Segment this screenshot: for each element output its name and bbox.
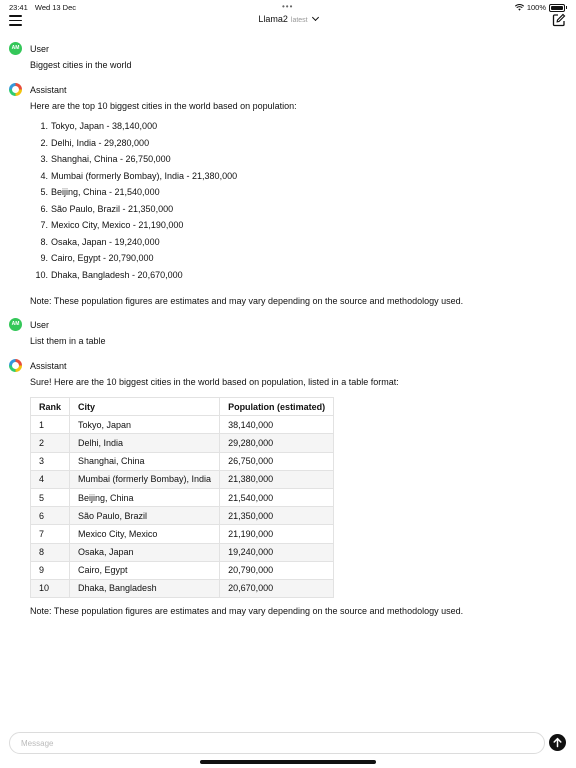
list-item: 4. Mumbai (formerly Bombay), India - 21,380,000 xyxy=(40,170,238,181)
new-chat-icon[interactable] xyxy=(552,13,566,27)
message-intro: Here are the top 10 biggest cities in the world based on population: xyxy=(30,101,297,111)
table-row: 6 São Paulo, Brazil 21,350,000 xyxy=(31,507,334,525)
sender-name: User xyxy=(30,319,50,330)
list-item: 8. Osaka, Japan - 19,240,000 xyxy=(40,236,160,247)
table-row: 10 Dhaka, Bangladesh 20,670,000 xyxy=(31,579,334,597)
user-avatar: AM xyxy=(9,42,22,55)
table-row: 8 Osaka, Japan 19,240,000 xyxy=(31,543,334,561)
user-avatar: AM xyxy=(9,318,22,331)
send-button[interactable] xyxy=(549,734,566,751)
message-header xyxy=(9,42,49,55)
message-note: Note: These population figures are estimates and may vary depending on the source and methodology used. xyxy=(30,606,464,616)
list-item: 7. Mexico City, Mexico - 21,190,000 xyxy=(40,220,184,230)
column-header-city: City xyxy=(70,398,220,416)
battery-icon xyxy=(549,4,565,12)
status-time: 23:41 xyxy=(9,3,28,12)
city-table xyxy=(30,397,334,598)
status-left xyxy=(9,3,81,12)
message-header xyxy=(9,83,67,96)
home-indicator[interactable] xyxy=(200,760,376,764)
sender-name: User xyxy=(30,43,50,54)
chevron-down-icon xyxy=(312,14,319,21)
top-bar xyxy=(0,12,576,30)
multitasking-dots-icon[interactable]: ••• xyxy=(282,2,294,11)
message-text: List them in a table xyxy=(30,336,106,346)
list-item: 2. Delhi, India - 29,280,000 xyxy=(40,137,150,148)
table-row: 5 Beijing, China 21,540,000 xyxy=(31,488,334,506)
sender-name: Assistant xyxy=(30,360,67,371)
battery-tip xyxy=(566,6,567,9)
arrow-up-icon xyxy=(549,734,566,751)
message-header xyxy=(9,318,49,331)
status-date: Wed 13 Dec xyxy=(34,3,77,12)
assistant-avatar xyxy=(9,83,22,96)
list-item: 3. Shanghai, China - 26,750,000 xyxy=(40,154,171,164)
table-row: 9 Cairo, Egypt 20,790,000 xyxy=(31,561,334,579)
table-header-row xyxy=(31,398,334,416)
message-intro: Sure! Here are the 10 biggest cities in the world based on population, listed in a table format: xyxy=(30,377,399,387)
message-text: Biggest cities in the world xyxy=(30,60,132,70)
list-item: 1. Tokyo, Japan - 38,140,000 xyxy=(40,121,158,131)
message-input-container xyxy=(9,732,545,754)
city-list xyxy=(30,121,237,286)
table-row: 7 Mexico City, Mexico 21,190,000 xyxy=(31,525,334,543)
column-header-population: Population (estimated) xyxy=(220,398,334,416)
column-header-rank: Rank xyxy=(31,398,70,416)
list-item: 5. Beijing, China - 21,540,000 xyxy=(40,187,160,197)
status-right xyxy=(515,3,567,12)
list-item: 6. São Paulo, Brazil - 21,350,000 xyxy=(40,203,174,214)
message-header xyxy=(9,359,67,372)
list-item: 9. Cairo, Egypt - 20,790,000 xyxy=(40,253,154,263)
table-row: 4 Mumbai (formerly Bombay), India 21,380,000 xyxy=(31,470,334,488)
table-row: 1 Tokyo, Japan 38,140,000 xyxy=(31,416,334,434)
sender-name: Assistant xyxy=(30,84,67,95)
wifi-icon xyxy=(515,4,524,11)
message-note: Note: These population figures are estimates and may vary depending on the source and methodology used. xyxy=(30,296,464,306)
model-name: Llama2 xyxy=(258,14,288,24)
assistant-avatar xyxy=(9,359,22,372)
message-input[interactable] xyxy=(19,738,523,749)
table-row: 2 Delhi, India 29,280,000 xyxy=(31,434,334,452)
battery-percent: 100% xyxy=(526,3,546,12)
list-item: 10. Dhaka, Bangladesh - 20,670,000 xyxy=(35,269,183,280)
model-tag: latest xyxy=(290,17,308,24)
table-row: 3 Shanghai, China 26,750,000 xyxy=(31,452,334,470)
model-selector[interactable] xyxy=(0,14,576,24)
